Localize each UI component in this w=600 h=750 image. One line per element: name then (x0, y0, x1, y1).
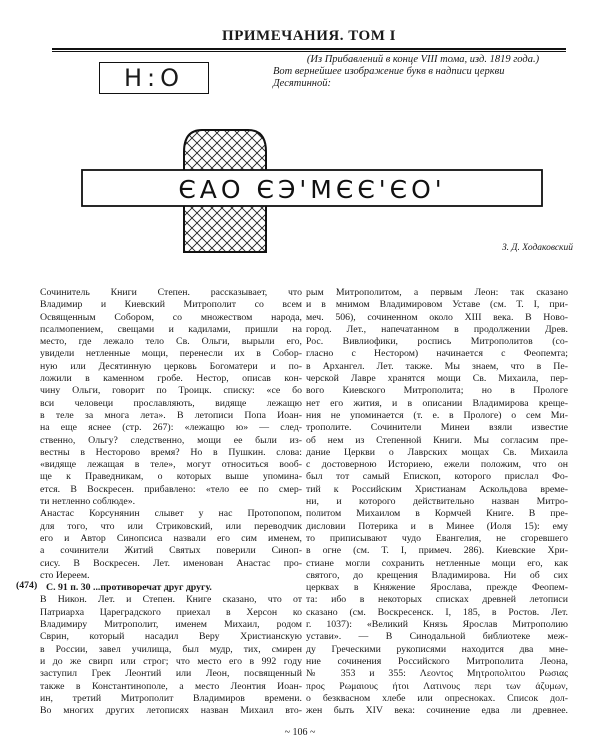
page-number: ~ 106 ~ (284, 727, 316, 738)
text-line: нет его жития, и в описании Владимирова креще- (306, 397, 568, 409)
text-line: был тот самый Епископ, которого прислал Фо- (306, 471, 568, 483)
text-line: тий к Российским Христианам Аскольдова време- (306, 483, 568, 495)
text-line: В Никон. Лет. и Степен. Книге сказано, что от (40, 594, 302, 606)
text-line: то приписывают чудо Евангелия, не сгоревшего (306, 532, 568, 544)
text-line: для того, что или Стриковский, или переводчик (40, 520, 302, 532)
text-line: вого Киевского Митрополита; но в Прологе (306, 385, 568, 397)
text-line: вестны в Несторово время? Но в Пушкин. слова: (40, 446, 302, 458)
text-line: дисловии Потерика и в Минее (Иоля 15): ему (306, 520, 568, 532)
text-line: Освященным Собором, со множеством народа, (40, 311, 302, 323)
text-line: стиане могли сохранить нетленные мощи его, как (306, 557, 568, 569)
right-text-column (306, 287, 568, 717)
text-line: черской Лавре хранятся мощи Св. Михаила, пер- (306, 373, 568, 385)
text-line: трополите. Сочинители Минеи взяли известие (306, 422, 568, 434)
text-line: Анастас Корсунянин слывет у нас Протопопом, (40, 508, 302, 520)
figure-note (273, 54, 573, 90)
text-line: город. Лет., напечатанном в продолжении Древ. (306, 323, 568, 335)
text-line: церквах в Княжение Ярослава, прежде Феопем- (306, 582, 568, 594)
text-line: «видяще лежащая в теле», могут относиться вооб- (40, 459, 302, 471)
letter-figure-box (99, 62, 209, 94)
text-line: заступил Грек Леонтий или Леон, посвященный (40, 668, 302, 680)
inscription-text: ЄАО ЄЭ'МЄЄ'ЄО' (178, 175, 446, 204)
inscription-figure (52, 128, 572, 278)
text-line: Патриарха Цареградского приехал в Херсон ко (40, 606, 302, 618)
text-line: Рос. Вивлиофики, роспись Митрополитов (со- (306, 336, 568, 348)
text-line: и до же свирп или строг; что место его в 992 году (40, 655, 302, 667)
text-line: об нем из Степенной Книги. Мы согласим пре- (306, 434, 568, 446)
text-line: ложили в каменном гробе. Нестор, описав кон- (40, 373, 302, 385)
text-line: вси человеци прославляють, видяще лежащю (40, 397, 302, 409)
text-line: Во многих других летописях назван Михаил вто- (40, 705, 302, 717)
text-line: дание Церкви о Лаврских мощах Св. Михаила (306, 446, 568, 458)
note-marker: (474) (16, 580, 38, 591)
header-rule-thin (52, 51, 566, 52)
text-line: Владимиру Митрополит, именем Михаил, родом (40, 619, 302, 631)
text-line: Сврин, который насадил Веру Христианскую (40, 631, 302, 643)
text-line: г. 1037): «Великий Князь Ярослав Митрополию (306, 619, 568, 631)
text-line: а сочинители Житий Святых поверили Синоп- (40, 545, 302, 557)
text-line: в огне (см. Т. I, примеч. 286). Киевские Хри- (306, 545, 568, 557)
text-line: и в мнимом Владимировом Уставе (см. Т. I, при- (306, 299, 568, 311)
text-line: ется. В Воскресен. прибавлено: «тело ее по смер- (40, 483, 302, 495)
text-line: псалмопением, свещами и кадилами, пришли на (40, 323, 302, 335)
text-line: та: ибо в некоторых списках древней летописи (306, 594, 568, 606)
text-line: ин, третий Митрополит Владимиров времени. (40, 692, 302, 704)
text-line: ни, и которого действительно назван Митро- (306, 496, 568, 508)
text-line: святого, до крещения Владимирова. Ни об сих (306, 569, 568, 581)
text-line: устави». — В Синодальной библиотеке меж- (306, 631, 568, 643)
text-line: ние сочинения Российского Митрополита Леона, (306, 655, 568, 667)
figure-credit: З. Д. Ходаковский (501, 243, 573, 253)
text-line: προς Ρωμαιους ήτοι Λατινους περι των άζυμων, (306, 680, 568, 692)
text-line: ти нетленно соблюде». (40, 496, 136, 508)
text-line: ду Греческими рукописями находится два мне- (306, 643, 568, 655)
text-line: сто Иереем. (40, 569, 90, 581)
text-line: в России, завел училища, был мудр, тих, смирен (40, 643, 302, 655)
text-line: жен быть XIV века: сочинение едва ли древнее. (306, 705, 568, 717)
text-line: увидели нетленные мощи, перенесли их в Собор- (40, 348, 302, 360)
text-line: меч. 506), сочиненном около XIII века. В Ново- (306, 311, 568, 323)
text-line: чину Ольги, говорит по Троицк. списку: «се бо (40, 385, 302, 397)
text-line: № 353 и 355: Λεοντος Μητροπολιτου Ρωσιας (306, 668, 568, 680)
text-line: место, где лежало тело Св. Ольги, вырыли его, (40, 336, 302, 348)
text-line: Сочинитель Книги Степен. рассказывает, что (40, 287, 302, 298)
text-line: гласно с Нестором) начинается с Феопемта; (306, 348, 568, 360)
left-text-column (40, 287, 302, 717)
text-line: политом Михаилом в Кормчей Книге. В пре- (306, 508, 568, 520)
text-line: рым Митрополитом, а первым Леон: так сказано (306, 287, 568, 298)
figure-note-line-2: Вот вернейшее изображение букв в надписи церкви (273, 66, 505, 77)
running-header: ПРИМЕЧАНИЯ. ТОМ I (222, 28, 396, 44)
figure-note-line-3: Десятинной: (273, 78, 331, 89)
text-line: ственно, Ольгу? следственно, мощи ее были из- (40, 434, 302, 446)
text-line: ния не упоминается (т. е. в Прологе) о сем Ми- (306, 409, 568, 421)
text-line: сису. В Воскресен. Лет. именован Анастас про- (40, 557, 302, 569)
text-line: с достоверною Историею, ежели положим, что он (306, 459, 568, 471)
text-line: о безквасном хлебе или опресноках. Список дол- (306, 692, 568, 704)
text-line: С. 91 п. 30 ...противоречат друг другу. (46, 582, 212, 594)
letter-figure-glyphs: Н:О (123, 64, 185, 92)
figure-note-line-1: (Из Прибавлений в конце VIII тома, изд. 1819 года.) (306, 54, 540, 65)
text-line: также в Константинополе, а место Леонтия Иоан- (40, 680, 302, 692)
text-line: в Архангел. Лет. также. Мы знаем, что в Пе- (306, 360, 568, 372)
text-line: на еще яснее (стр. 267): «лежащю ю» — след- (40, 422, 302, 434)
text-line: в теле за многа лета». В летописи Попа Иоан- (40, 409, 302, 421)
text-line: Владимир и Киевский Митрополит со всем (40, 299, 302, 311)
text-line: ще к Праведникам, о которых выше упомина- (40, 471, 302, 483)
text-line: ную или Десятинную церковь Богоматери и по- (40, 360, 302, 372)
header-rule (52, 48, 566, 50)
text-line: сказано (см. Воскресенск. I, 185, в Ростов. Лет. (306, 606, 568, 618)
text-line: его и Автор Синопсиса назвали его сим именем, (40, 532, 302, 544)
